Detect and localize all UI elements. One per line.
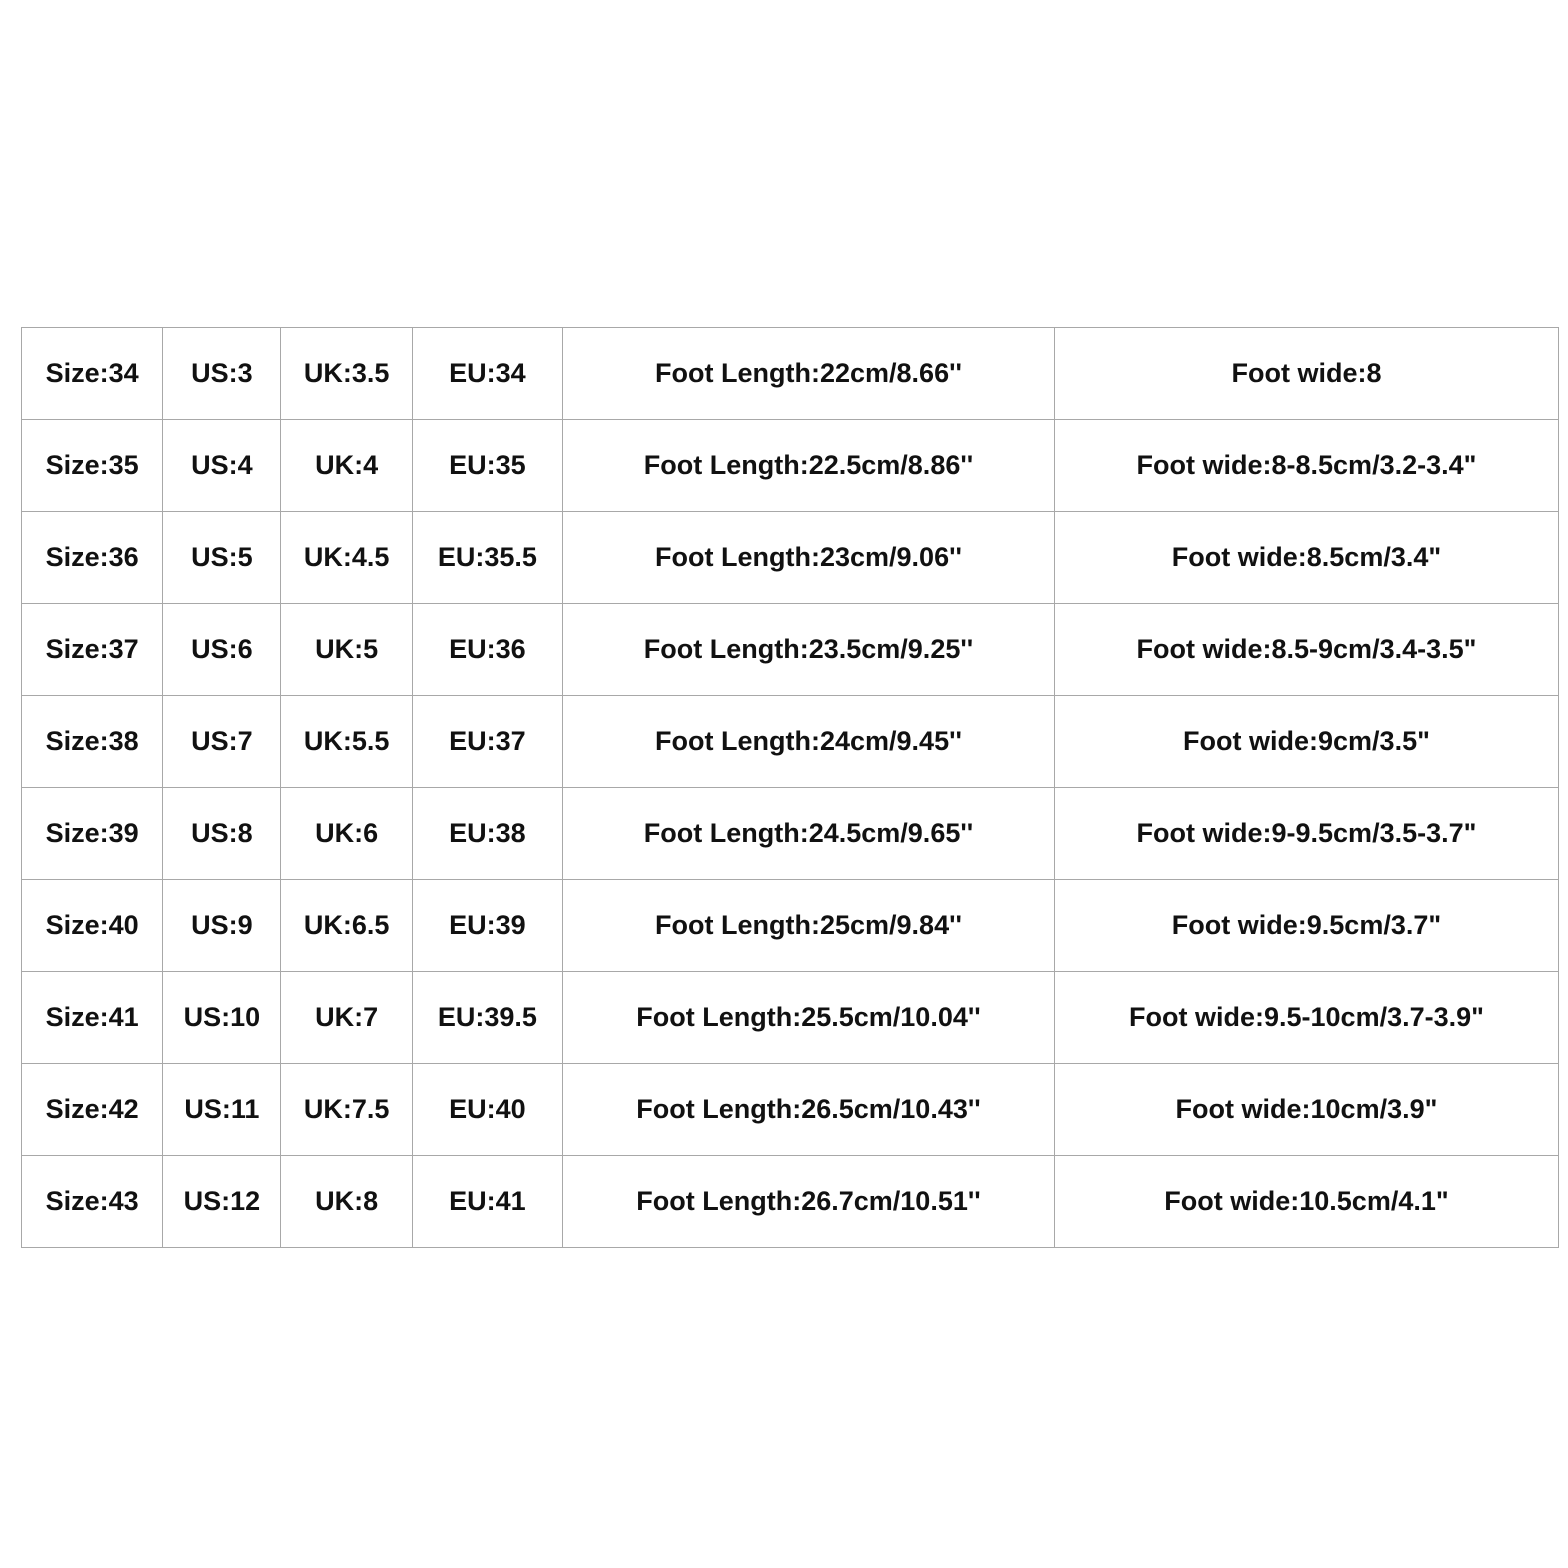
size-cell: Size:37	[22, 604, 163, 696]
table-row	[22, 604, 1559, 696]
us-size-cell: US:5	[163, 512, 281, 604]
us-size-cell: US:10	[163, 972, 281, 1064]
us-size-cell: US:8	[163, 788, 281, 880]
size-chart-table	[21, 327, 1559, 1248]
foot-width-cell: Foot wide:9.5cm/3.7"	[1054, 880, 1558, 972]
table-row	[22, 1156, 1559, 1248]
foot-length-cell: Foot Length:25.5cm/10.04''	[563, 972, 1055, 1064]
size-cell: Size:40	[22, 880, 163, 972]
uk-size-cell: UK:5	[281, 604, 412, 696]
uk-size-cell: UK:4	[281, 420, 412, 512]
uk-size-cell: UK:6.5	[281, 880, 412, 972]
foot-length-cell: Foot Length:26.7cm/10.51''	[563, 1156, 1055, 1248]
uk-size-cell: UK:4.5	[281, 512, 412, 604]
size-cell: Size:39	[22, 788, 163, 880]
eu-size-cell: EU:36	[412, 604, 562, 696]
foot-width-cell: Foot wide:10.5cm/4.1"	[1054, 1156, 1558, 1248]
foot-width-cell: Foot wide:8-8.5cm/3.2-3.4"	[1054, 420, 1558, 512]
size-cell: Size:41	[22, 972, 163, 1064]
eu-size-cell: EU:35	[412, 420, 562, 512]
size-cell: Size:42	[22, 1064, 163, 1156]
us-size-cell: US:4	[163, 420, 281, 512]
foot-length-cell: Foot Length:24.5cm/9.65''	[563, 788, 1055, 880]
eu-size-cell: EU:41	[412, 1156, 562, 1248]
us-size-cell: US:3	[163, 328, 281, 420]
foot-length-cell: Foot Length:23cm/9.06''	[563, 512, 1055, 604]
eu-size-cell: EU:39.5	[412, 972, 562, 1064]
foot-width-cell: Foot wide:9cm/3.5"	[1054, 696, 1558, 788]
eu-size-cell: EU:39	[412, 880, 562, 972]
foot-width-cell: Foot wide:8.5-9cm/3.4-3.5"	[1054, 604, 1558, 696]
foot-width-cell: Foot wide:8.5cm/3.4"	[1054, 512, 1558, 604]
size-cell: Size:43	[22, 1156, 163, 1248]
table-row	[22, 512, 1559, 604]
eu-size-cell: EU:34	[412, 328, 562, 420]
foot-width-cell: Foot wide:10cm/3.9"	[1054, 1064, 1558, 1156]
uk-size-cell: UK:8	[281, 1156, 412, 1248]
foot-width-cell: Foot wide:9.5-10cm/3.7-3.9"	[1054, 972, 1558, 1064]
size-cell: Size:38	[22, 696, 163, 788]
us-size-cell: US:11	[163, 1064, 281, 1156]
size-cell: Size:34	[22, 328, 163, 420]
table-row	[22, 420, 1559, 512]
us-size-cell: US:6	[163, 604, 281, 696]
uk-size-cell: UK:7.5	[281, 1064, 412, 1156]
size-chart-body	[22, 328, 1559, 1248]
foot-length-cell: Foot Length:22cm/8.66''	[563, 328, 1055, 420]
eu-size-cell: EU:40	[412, 1064, 562, 1156]
eu-size-cell: EU:37	[412, 696, 562, 788]
eu-size-cell: EU:35.5	[412, 512, 562, 604]
uk-size-cell: UK:7	[281, 972, 412, 1064]
us-size-cell: US:12	[163, 1156, 281, 1248]
us-size-cell: US:7	[163, 696, 281, 788]
table-row	[22, 696, 1559, 788]
table-row	[22, 788, 1559, 880]
table-row	[22, 1064, 1559, 1156]
foot-width-cell: Foot wide:9-9.5cm/3.5-3.7"	[1054, 788, 1558, 880]
table-row	[22, 880, 1559, 972]
foot-length-cell: Foot Length:24cm/9.45''	[563, 696, 1055, 788]
foot-width-cell: Foot wide:8	[1054, 328, 1558, 420]
foot-length-cell: Foot Length:22.5cm/8.86''	[563, 420, 1055, 512]
uk-size-cell: UK:3.5	[281, 328, 412, 420]
foot-length-cell: Foot Length:25cm/9.84''	[563, 880, 1055, 972]
size-cell: Size:35	[22, 420, 163, 512]
size-cell: Size:36	[22, 512, 163, 604]
uk-size-cell: UK:6	[281, 788, 412, 880]
eu-size-cell: EU:38	[412, 788, 562, 880]
foot-length-cell: Foot Length:23.5cm/9.25''	[563, 604, 1055, 696]
us-size-cell: US:9	[163, 880, 281, 972]
foot-length-cell: Foot Length:26.5cm/10.43''	[563, 1064, 1055, 1156]
table-row	[22, 328, 1559, 420]
table-row	[22, 972, 1559, 1064]
uk-size-cell: UK:5.5	[281, 696, 412, 788]
